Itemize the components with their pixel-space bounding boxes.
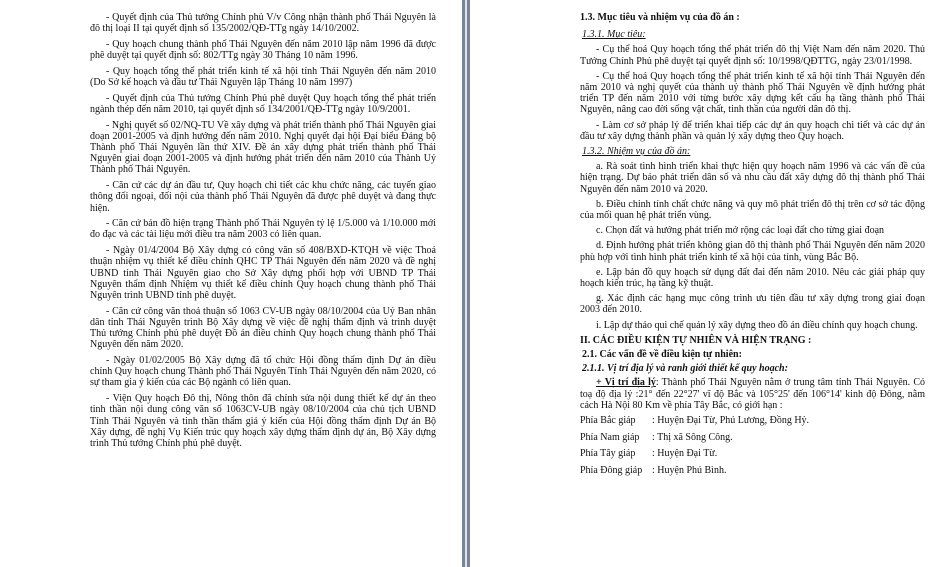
paragraph-nq-02: - Nghị quyết số 02/NQ-TU Về xây dựng và phát triển thành phố Thái Nguyên giai đoạn 2001-2005 và định hướng đến năm 2010. Nghị quyết đại hội Đại biểu Đảng bộ Thành phố Thái Nguyên lần thứ XIV. Đề án xây dựng phát triển thành phố Thái Nguyên giai đoạn 2001-2005 và định hướng phát triển đến năm 2010 của Thành Uỷ Thành phố Thái Nguyên. bbox=[90, 119, 436, 176]
paragraph-du-an-dau-tu: - Căn cứ các dự án đầu tư, Quy hoạch chi tiết các khu chức năng, các tuyến giao thông đối ngoại, đối nội của thành phố Thái Nguyên đã được phê duyệt và đang thực hiện. bbox=[90, 180, 436, 214]
location-text: : Thành phố Thái Nguyên nằm ở trung tâm tỉnh Thái Nguyên. Có toạ độ địa lý :21° đến 22°27' vĩ độ Bắc và 105°25' đến 106°14' kinh độ Đông, nằm cách Hà Nội 80 Km về phía Tây Bắc, có giới hạn : bbox=[580, 377, 926, 411]
task-item: c. Chọn đất và hướng phát triển mở rộng các loại đất cho từng giai đoạn bbox=[596, 225, 885, 237]
border-side: Phía Tây giáp bbox=[580, 448, 636, 460]
paragraph-cv-1063: - Căn cứ công văn thoả thuận số 1063 CV-UB ngày 08/10/2004 của Uỷ Ban nhân dân tỉnh Thái Nguyên trình Bộ Xây dựng về việc đề nghị thẩm định và trình duyệt Thủ tướng Chính phủ phê duyệt Đồ án điều chỉnh Quy hoạch chung thành phố Thái Nguyên đến năm 2020. bbox=[90, 305, 436, 351]
border-value: : Huyện Đại Từ. bbox=[652, 448, 718, 460]
subsection-2-1-1-heading: 2.1.1. Vị trí địa lý và ranh giới thiết kế quy hoạch: bbox=[582, 363, 788, 375]
border-row-east bbox=[580, 465, 925, 477]
task-item: e. Lập bản đồ quy hoạch sử dụng đất đai đến năm 2010. Nêu các giải pháp quy hoạch kiến trúc, hạ tầng kỹ thuật. bbox=[580, 266, 925, 290]
task-item: a. Rà soát tình hình triển khai thực hiện quy hoạch năm 1996 và các vấn đề của hiện trạng. Dự báo phát triển dân số và nhu cầu đất xây dựng đô thị thành phố Thái Nguyên đến năm 2010 và 2020. bbox=[580, 161, 925, 195]
border-row-west bbox=[580, 448, 925, 460]
location-label: + Vị trí địa lý bbox=[596, 377, 656, 389]
goal-item: - Cụ thể hoá Quy hoạch tổng thể phát triển kinh tế xã hội tỉnh Thái Nguyên đến năm 2010 và nghị quyết của thành uỷ thành phố Thái Nguyên về định hướng phát triển TP đến năm 2010 với từng bước xây dựng kết cấu hạ tầng thành phố Thái Nguyên, nâng cao đời sống vật chất, tinh thần của người dân đô thị. bbox=[580, 70, 925, 116]
subsection-2-1-heading: 2.1. Các vấn đề về điều kiện tự nhiên: bbox=[582, 349, 742, 361]
border-row-north bbox=[580, 415, 925, 427]
paragraph-qd-135: - Quyết định của Thủ tướng Chính phủ V/v Công nhận thành phố Thái Nguyên là đô thị loại II tại quyết định số 135/2002/QĐ-TTg ngày 14/10/2002. bbox=[90, 12, 436, 35]
paragraph-hoi-dong-tham-dinh: - Ngày 01/02/2005 Bộ Xây dựng đã tổ chức Hội đồng thẩm định Dự án điều chỉnh Quy hoạch chung Thành phố Thái Nguyên Tỉnh Thái Nguyên đến năm 2020, có sự tham gia ý kiến của các Bộ ngành có liên quan. bbox=[90, 354, 436, 389]
goal-item: - Làm cơ sở pháp lý để triển khai tiếp các dự án quy hoạch chi tiết và các dự án đầu tư xây dựng thành phần và quản lý xây dựng theo Quy hoạch. bbox=[580, 119, 925, 142]
paragraph-ban-do-hien-trang: - Căn cứ bản đồ hiện trạng Thành phố Thái Nguyên tỷ lệ 1/5.000 và 1/10.000 mới đo đạc và các tài liệu mới điều tra năm 2003 có liên quan. bbox=[90, 218, 436, 241]
paragraph-qd-134: - Quyết định của Thủ tướng Chính Phủ phê duyệt Quy hoạch tổng thể phát triển ngành thép đến năm 2010, tại quyết định số 134/2001/QĐ-TTg ngày 10/9/2001. bbox=[90, 92, 436, 115]
page-gap-line bbox=[465, 0, 467, 567]
border-value: : Huyện Phú Bình. bbox=[652, 464, 727, 476]
location-paragraph bbox=[580, 377, 925, 411]
subsection-1-3-1-heading: 1.3.1. Mục tiêu: bbox=[582, 29, 646, 41]
goal-item: - Cụ thể hoá Quy hoạch tổng thể phát triển đô thị Việt Nam đến năm 2020. Thủ Tướng Chính Phủ phê duyệt tại quyết định số: 10/1998/QĐTTG, ngày 23/01/1998. bbox=[580, 44, 925, 67]
border-value: : Huyện Đại Từ, Phú Lương, Đồng Hỷ. bbox=[652, 415, 810, 427]
task-item: i. Lập dự thảo qui chế quản lý xây dựng theo đồ án điều chỉnh quy hoạch chung. bbox=[596, 319, 918, 331]
border-side: Phía Nam giáp bbox=[580, 431, 640, 443]
section-1-3-heading: 1.3. Mục tiêu và nhiệm vụ của đồ án : bbox=[580, 12, 740, 23]
right-document-page bbox=[470, 0, 939, 567]
paragraph-vien-quy-hoach: - Viện Quy hoạch Đô thị, Nông thôn đã chỉnh sửa nội dung thiết kế dự án theo tinh thần nội dung công văn số 1063CV-UB ngày 08/10/2004 của chủ tịch UBND Tỉnh Thái Nguyên và tinh thần thẩm giá ý kiến của Hội đồng thẩm định Dự án Bộ Xây dựng, đề nghị Vụ Kiến trúc quy hoạch xây dựng thẩm định dự án, Bộ Xây dựng trình Thủ tướng Chính phủ phê duyệt. bbox=[90, 393, 436, 449]
task-item: b. Điều chỉnh tính chất chức năng và quy mô phát triển đô thị trên cơ sở tác động của mối quan hệ phát triển vùng. bbox=[580, 198, 925, 222]
left-document-page bbox=[0, 0, 462, 567]
border-row-south bbox=[580, 432, 925, 444]
paragraph-cv-408: - Ngày 01/4/2004 Bộ Xây dựng có công văn số 408/BXD-KTQH về việc Thoả thuận nhiệm vụ thiết kế điều chỉnh QHC TP Thái Nguyên đến năm 2020 và đề nghị UBND tỉnh Thái Nguyên giao cho Sở Xây dựng phối hợp với UBND TP Thái Nguyên thẩm định Nhiệm vụ thiết kế điều chỉnh Quy hoạch chung thành phố Thái Nguyên trình UBND tỉnh phê duyệt. bbox=[90, 245, 436, 301]
paragraph-qh-ktxh: - Quy hoạch tổng thể phát triển kinh tế xã hội tỉnh Thái Nguyên đến năm 2010 (Do Sở kế hoạch và đầu tư Thái Nguyên lập Tháng 10 năm 1997) bbox=[90, 65, 436, 89]
task-item: g. Xác định các hạng mục công trình ưu tiên đầu tư xây dựng trong giai đoạn 2003 đến 2010. bbox=[580, 293, 925, 316]
border-value: : Thị xã Sông Công. bbox=[652, 431, 733, 443]
subsection-1-3-2-heading: 1.3.2. Nhiệm vụ của đồ án: bbox=[582, 146, 691, 158]
task-item: d. Định hướng phát triển không gian đô thị thành phố Thái Nguyên đến năm 2020 phù hợp với tình hình phát triển kinh tế xã hội của tỉnh, vùng Bắc Bộ. bbox=[580, 240, 925, 263]
border-side: Phía Bắc giáp bbox=[580, 415, 636, 427]
paragraph-qh-1996: - Quy hoạch chung thành phố Thái Nguyên đến năm 2010 lập năm 1996 đã được phê duyệt tại quyết định số: 802/TTg ngày 30 Tháng 10 năm 1996. bbox=[90, 38, 436, 62]
section-ii-heading: II. CÁC ĐIỀU KIỆN TỰ NHIÊN VÀ HIỆN TRẠNG : bbox=[580, 334, 812, 346]
border-side: Phía Đông giáp bbox=[580, 464, 643, 476]
